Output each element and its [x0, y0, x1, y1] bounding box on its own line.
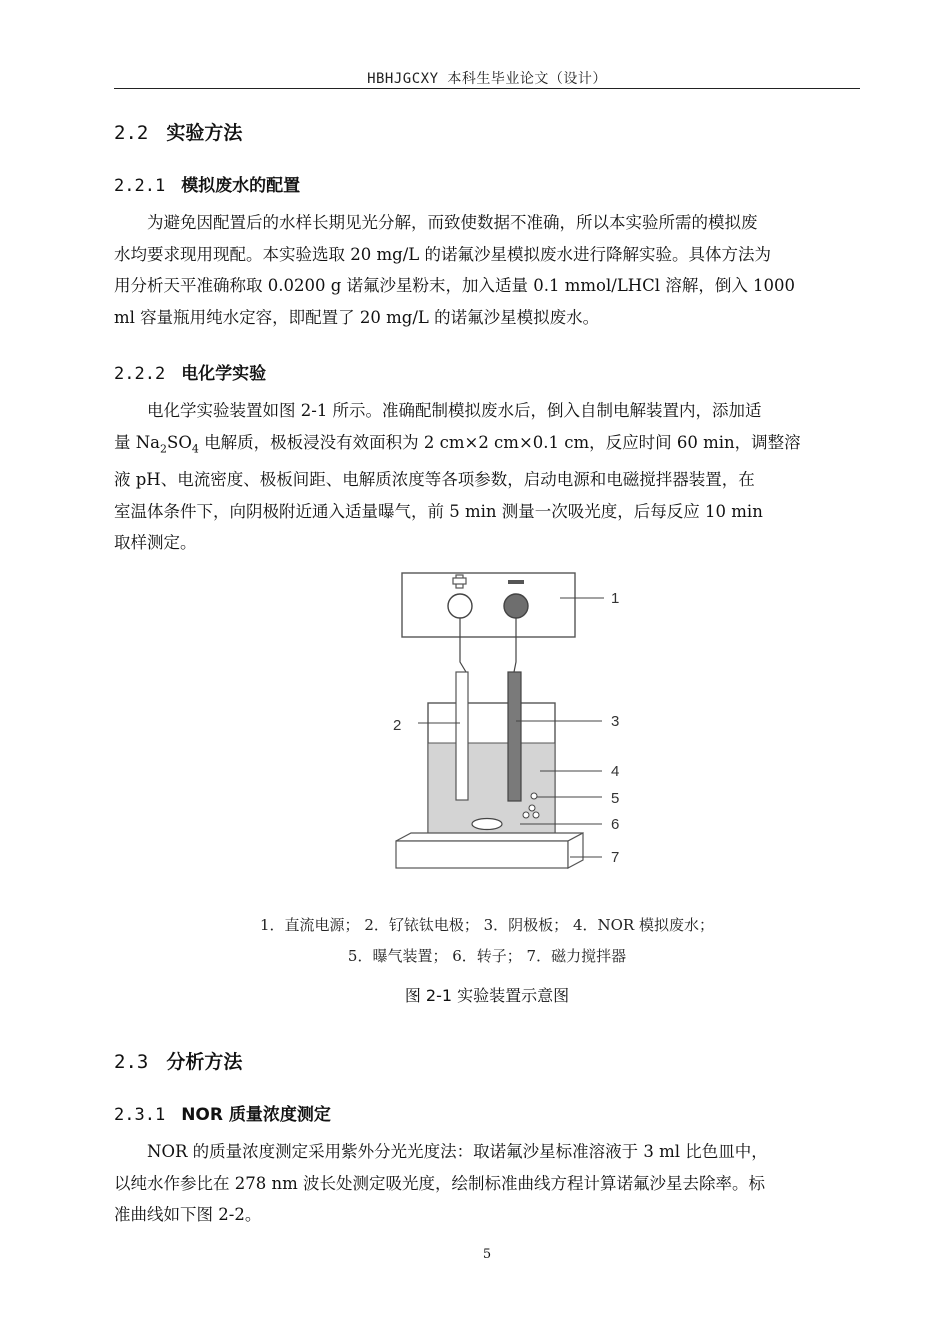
paragraph-line: 为避免因配置后的水样长期见光分解，而致使数据不准确，所以本实验所需的模拟废: [147, 213, 758, 232]
section-heading-2-3: [114, 1047, 242, 1074]
paragraph-line: 电化学实验装置如图 2-1 所示。准确配制模拟废水后，倒入自制电解装置内，添加适: [147, 401, 762, 420]
callout-label-7: 7: [611, 849, 620, 866]
paragraph-nor-concentration: [114, 1136, 860, 1231]
paragraph-line-with-formula: [114, 427, 860, 465]
text-run: SO: [167, 432, 192, 452]
callout-label-4: 4: [611, 763, 620, 780]
callout-label-1: 1: [611, 590, 620, 607]
negative-sign-icon: [508, 580, 524, 584]
section-heading-2-2: [114, 118, 242, 145]
section-title: 分析方法: [166, 1051, 243, 1073]
figure-legend-line-1: 1．直流电源； 2．钌铱钛电极； 3．阴极板； 4．NOR 模拟废水；: [260, 916, 714, 934]
magnetic-stirrer: [396, 833, 583, 868]
dc-power-supply: [402, 573, 575, 637]
cathode-plate: [508, 672, 521, 801]
page-number: 5: [482, 1247, 492, 1262]
subscript: 4: [191, 441, 199, 455]
paragraph-electrochemical-experiment: [114, 395, 860, 559]
paragraph-line: 用分析天平准确称取 0.0200 g 诺氟沙星粉末，加入适量 0.1 mmol/LHCl 溶解，倒入 1000: [114, 276, 796, 295]
paragraph-line: 水均要求现用现配。本实验选取 20 mg/L 的诺氟沙星模拟废水进行降解实验。具体方法为: [114, 244, 771, 264]
subsection-heading-2-2-2: [114, 359, 266, 384]
callout-label-2: 2: [393, 717, 402, 734]
paragraph-line: NOR 的质量浓度测定采用紫外分光光度法：取诺氟沙星标准溶液于 3 ml 比色皿中，: [147, 1142, 768, 1161]
text-run: 电解质，极板浸没有效面积为 2 cm×2 cm×0.1 cm，反应时间 60 min，调整溶: [198, 432, 801, 452]
stir-bar: [472, 819, 502, 830]
subsection-number: 2.2.1: [114, 176, 166, 196]
section-title: 实验方法: [166, 122, 243, 144]
subsection-title: NOR 质量浓度测定: [181, 1105, 331, 1125]
paragraph-line: 取样测定。: [114, 533, 197, 553]
callout-label-5: 5: [611, 790, 620, 807]
paragraph-wastewater-preparation: [114, 207, 860, 333]
paragraph-line: 室温体条件下，向阴极附近通入适量曝气，前 5 min 测量一次吸光度，后每反应 10 min: [114, 501, 763, 521]
subsection-title: 电化学实验: [181, 364, 267, 384]
subscript: 2: [160, 441, 168, 455]
ruthenium-iridium-titanium-electrode: [456, 672, 468, 800]
callout-label-6: 6: [611, 816, 620, 833]
paragraph-line: 以纯水作参比在 278 nm 波长处测定吸光度，绘制标准曲线方程计算诺氟沙星去除率。标: [114, 1173, 766, 1193]
negative-terminal: [504, 594, 528, 618]
subsection-heading-2-3-1: [114, 1100, 331, 1125]
subsection-number: 2.3.1: [114, 1105, 166, 1125]
positive-terminal: [448, 594, 472, 618]
figure-title: 图 2-1 实验装置示意图: [404, 986, 570, 1005]
apparatus-diagram: [380, 562, 640, 882]
figure-legend-line-2: 5．曝气装置； 6．转子； 7．磁力搅拌器: [347, 947, 627, 965]
running-header: HBHJGCXY 本科生毕业论文（设计）: [367, 71, 607, 87]
callout-label-3: 3: [611, 713, 620, 730]
subsection-title: 模拟废水的配置: [181, 176, 301, 196]
paragraph-line: ml 容量瓶用纯水定容，即配置了 20 mg/L 的诺氟沙星模拟废水。: [114, 307, 600, 327]
paragraph-line: 准曲线如下图 2-2。: [114, 1205, 262, 1224]
paragraph-line: 液 pH、电流密度、极板间距、电解质浓度等各项参数，启动电源和电磁搅拌器装置，在: [114, 470, 755, 490]
text-run: 量 Na: [114, 432, 161, 452]
subsection-number: 2.2.2: [114, 364, 166, 384]
section-number: 2.2: [114, 122, 149, 144]
header-rule: [114, 88, 860, 89]
subsection-heading-2-2-1: [114, 171, 300, 196]
section-number: 2.3: [114, 1051, 149, 1073]
